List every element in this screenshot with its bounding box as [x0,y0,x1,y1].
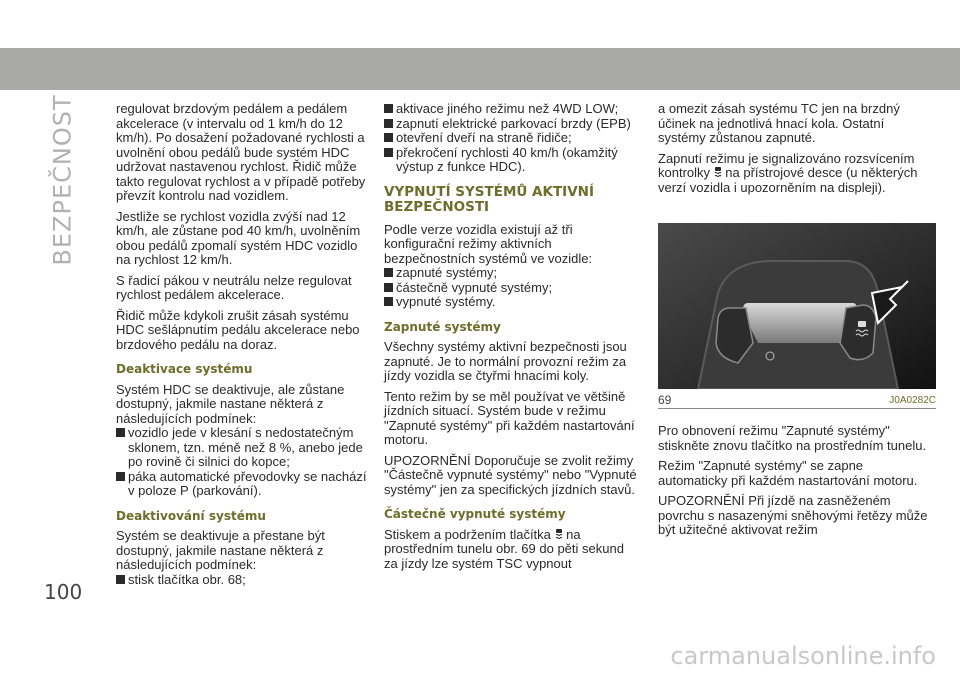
esc-off-icon [555,529,563,540]
paragraph: Řidič může kdykoli zrušit zásah systému HDC sešlápnutím pedálu akcelerace nebo brzdového pedálu na doraz. [116,307,360,352]
subheading: Deaktivace systému [116,362,253,376]
paragraph: Jestliže se rychlost vozidla zvýší nad 12 km/h, ale zůstane pod 40 km/h, uvolněním obou pedálů zpomalí systém HDC vozidlo na rychlost 12 km/h. [116,208,361,267]
main-heading: VYPNUTÍ SYSTÉMŮ AKTIVNÍ BEZPEČNOSTI [384,183,594,215]
figure-number: 69 [658,393,672,407]
paragraph: Tento režim by se měl používat ve většině jízdních situací. Systém bude v režimu "Zapnuté systémy" při každém nastartování motoru. [384,388,635,447]
page-number: 100 [44,580,83,604]
bullet-box [116,575,125,584]
list-item: překročení rychlosti 40 km/h (okamžitý výstup z funkce HDC). [384,146,640,175]
column-1 [116,102,372,587]
paragraph: Všechny systémy aktivní bezpečnosti jsou zapnuté. Je to normální provozní režim za jízdy vozidla se čtyřmi hnacími koly. [384,339,627,383]
paragraph: a omezit zásah systému TC jen na brzdný účinek na jednotlivá hnací kola. Ostatní systémy zůstanou zapnuté. [658,101,900,145]
list-item: částečně vypnuté systémy; [384,281,640,296]
watermark: carmanualsonline.info [670,642,936,670]
list-item: stisk tlačítka obr. 68; [116,573,372,588]
column-3-bottom [658,424,928,544]
column-3 [658,102,928,201]
paragraph: S řadicí pákou v neutrálu nelze regulovat rychlost pedálem akcelerace. [116,272,352,302]
paragraph: Zapnutí režimu je signalizováno rozsvícením kontrolky na přístrojové desce (u některých verzí vozidla i upozorněním na displeji). [658,150,918,195]
list-item: vypnuté systémy. [384,295,640,310]
paragraph: Režim "Zapnuté systémy" se zapne automaticky při každém nastartování motoru. [658,458,918,488]
paragraph: Podle verze vozidla existují až tři konfigurační režimy aktivních bezpečnostních systémů ve vozidle: [384,221,593,266]
bullet-box [384,297,393,306]
section-title-text: BEZPEČNOST [49,94,78,266]
caption-rule [658,408,936,409]
bullet-box [384,148,393,157]
list-item: otevření dveří na straně řidiče; [384,131,640,146]
bullet-box [384,283,393,292]
header-bar [0,48,960,90]
bullet-box [384,133,393,142]
paragraph: Stiskem a podržením tlačítka na prostředním tunelu obr. 69 do pěti sekund za jízdy lze systém TSC vypnout [384,526,624,571]
subheading: Deaktivování systému [116,508,266,523]
figure-code: J0A0282C [889,394,936,406]
list-item: páka automatické převodovky se nachází v poloze P (parkování). [116,470,372,499]
column-2 [384,102,640,577]
paragraph: regulovat brzdovým pedálem a pedálem akcelerace (v intervalu od 1 km/h do 12 km/h). Po dosažení požadované rychlosti a uvolnění obou pedálů bude systém HDC udržovat nastavenou rychlost. Řidič může takto regulovat rychlost a v případě potřeby převzít kontrolu nad vozidlem. [116,101,366,203]
bullet-box [384,119,393,128]
figure-caption [658,393,936,407]
center-console-illustration [658,223,936,389]
bullet-box [116,472,125,481]
bullet-box [384,104,393,113]
subheading: Zapnuté systémy [384,319,501,334]
list-item: vozidlo jede v klesání s nedostatečným sklonem, tzn. méně než 8 %, anebo jede po rovině či silnici do kopce; [116,426,372,470]
paragraph: UPOZORNĚNÍ Doporučuje se zvolit režimy "Částečně vypnuté systémy" nebo "Vypnuté systémy" jen za specifických jízdních stavů. [384,452,637,497]
paragraph: UPOZORNĚNÍ Při jízdě na zasněženém povrchu s nasazenými sněhovými řetězy může být užitečné aktivovat režim [658,493,928,537]
figure-69 [658,223,936,389]
section-title [48,94,78,266]
list-item: aktivace jiného režimu než 4WD LOW; [384,102,640,117]
list-item: zapnutí elektrické parkovací brzdy (EPB) [384,117,640,132]
subheading: Částečně vypnuté systémy [384,507,566,521]
paragraph: Systém HDC se deaktivuje, ale zůstane dostupný, jakmile nastane některá z následujících podmínek: [116,381,345,426]
esc-off-icon [714,167,722,178]
list-item: zapnuté systémy; [384,266,640,281]
paragraph: Systém se deaktivuje a přestane být dostupný, jakmile nastane některá z následujících podmínek: [116,528,325,572]
paragraph: Pro obnovení režimu "Zapnuté systémy" stiskněte znovu tlačítko na prostředním tunelu. [658,423,927,453]
bullet-box [116,428,125,437]
bullet-box [384,268,393,277]
